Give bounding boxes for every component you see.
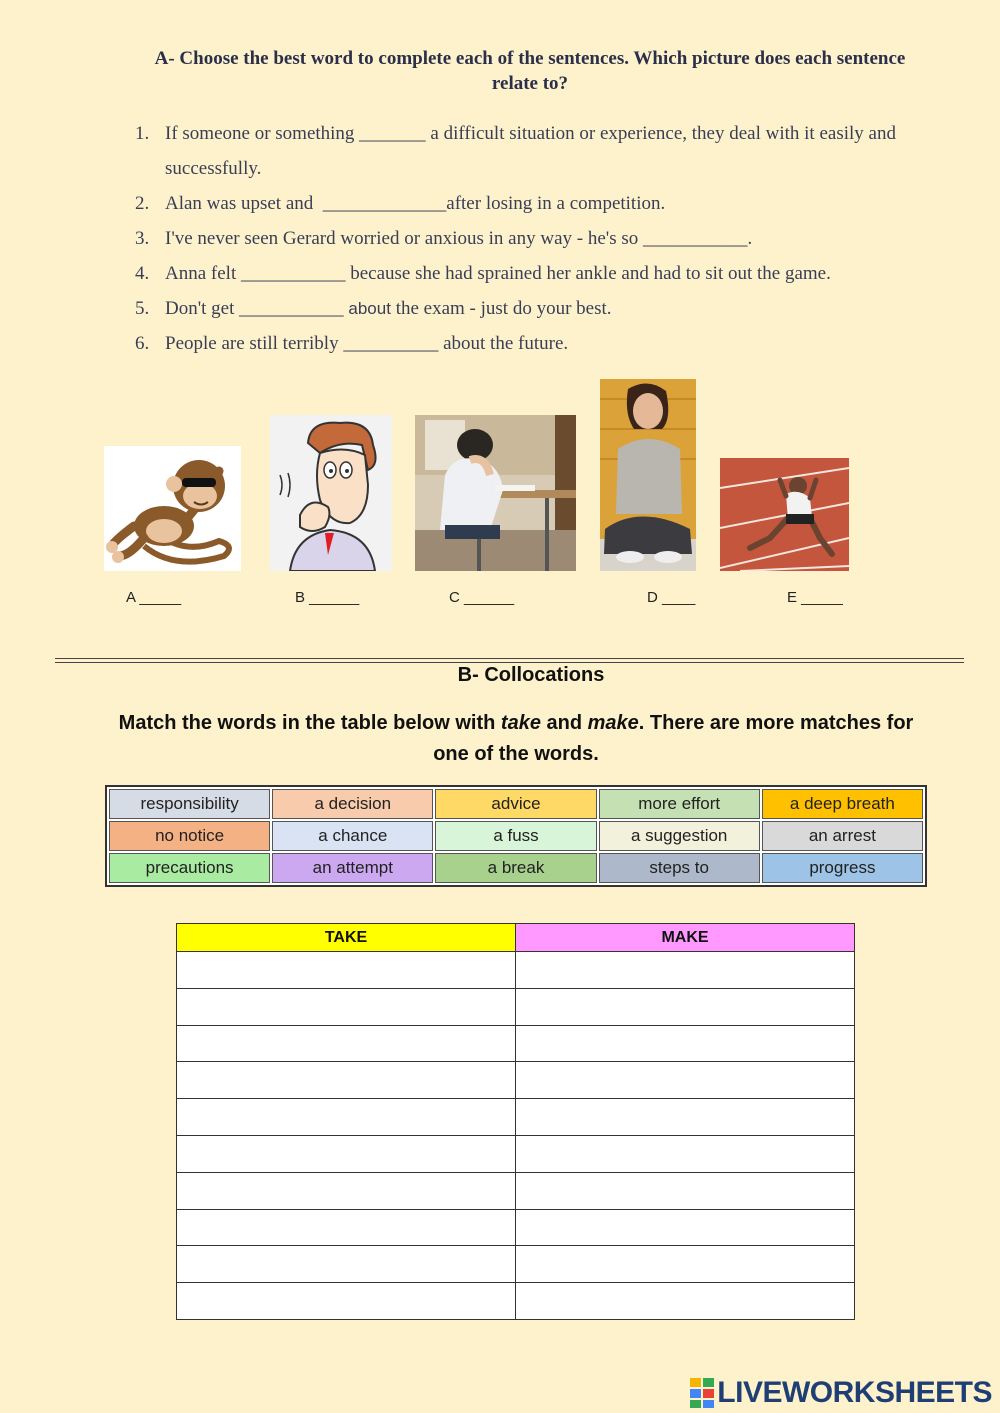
- table-row: [177, 952, 855, 989]
- picture-label-b: B ______: [295, 589, 360, 606]
- sentence-text-before: Don't get ___________: [165, 298, 349, 319]
- instruction-part3: . There are more matches for one of the words.: [433, 712, 914, 765]
- sentence-text: Anna felt ___________ because she had sprained her ankle and had to sit out the game.: [165, 263, 831, 284]
- sentence-text-sans: about: [348, 299, 391, 318]
- word-cell: more effort: [599, 789, 760, 819]
- section-a-title: A- Choose the best word to complete each of the sentences. Which picture does each sentence relate to?: [154, 48, 906, 94]
- table-row: [177, 1025, 855, 1062]
- sentence-5: [132, 291, 912, 326]
- make-answer-cell[interactable]: [516, 1209, 855, 1246]
- table-row: [177, 1246, 855, 1283]
- make-answer-cell[interactable]: [516, 1246, 855, 1283]
- sentence-number: 6.: [135, 333, 150, 354]
- table-row: [177, 1172, 855, 1209]
- word-cell: a fuss: [435, 821, 596, 851]
- sentence-text: If someone or something _______ a difficult situation or experience, they deal with it easily and successfully.: [165, 123, 896, 179]
- take-answer-cell[interactable]: [177, 1172, 516, 1209]
- instruction-make: make: [587, 712, 639, 734]
- word-cell: precautions: [109, 853, 270, 883]
- instruction-take: take: [500, 712, 541, 734]
- table-row: [177, 1209, 855, 1246]
- make-answer-cell[interactable]: [516, 1135, 855, 1172]
- sentence-number: 1.: [135, 123, 150, 144]
- sentence-number: 5.: [135, 298, 150, 319]
- table-row: [177, 1283, 855, 1320]
- make-answer-cell[interactable]: [516, 988, 855, 1025]
- section-b-instruction: [105, 708, 927, 770]
- section-b-title: B- Collocations: [457, 664, 605, 686]
- word-cell: a break: [435, 853, 596, 883]
- make-answer-cell[interactable]: [516, 1025, 855, 1062]
- instruction-part1: Match the words in the table below with: [118, 712, 501, 734]
- sentence-text: Alan was upset and _____________after losing in a competition.: [165, 193, 666, 214]
- take-answer-cell[interactable]: [177, 1025, 516, 1062]
- word-cell: a decision: [272, 789, 433, 819]
- word-cell: progress: [762, 853, 923, 883]
- word-cell: a deep breath: [762, 789, 923, 819]
- take-answer-cell[interactable]: [177, 1246, 516, 1283]
- sentence-2: [132, 186, 912, 221]
- table-row: [177, 988, 855, 1025]
- take-answer-cell[interactable]: [177, 1062, 516, 1099]
- picture-b-worried-man: [270, 415, 392, 571]
- sentence-text: I've never seen Gerard worried or anxious in any way - he's so ___________.: [165, 228, 753, 249]
- liveworksheets-logo-icon: [690, 1378, 714, 1408]
- sentence-4: [132, 256, 912, 291]
- instruction-part2: and: [540, 712, 588, 734]
- sentence-6: [132, 326, 912, 361]
- take-answer-cell[interactable]: [177, 1099, 516, 1136]
- table-row: [177, 1062, 855, 1099]
- word-cell: a chance: [272, 821, 433, 851]
- take-answer-cell[interactable]: [177, 988, 516, 1025]
- word-cell: responsibility: [109, 789, 270, 819]
- picture-c-stressed-student: [415, 415, 576, 571]
- word-cell: advice: [435, 789, 596, 819]
- take-answer-cell[interactable]: [177, 1209, 516, 1246]
- make-answer-cell[interactable]: [516, 1062, 855, 1099]
- word-cell: an arrest: [762, 821, 923, 851]
- table-row: [177, 1135, 855, 1172]
- sentence-3: [132, 221, 912, 256]
- answer-table: [176, 923, 855, 1320]
- sentence-list: [132, 116, 912, 361]
- make-answer-cell[interactable]: [516, 1283, 855, 1320]
- picture-a-monkey: [104, 446, 241, 571]
- divider-top: [55, 658, 964, 659]
- picture-e-sad-athlete: [720, 458, 849, 571]
- picture-label-e: E _____: [787, 589, 843, 606]
- divider-bottom: [55, 662, 964, 663]
- sentence-number: 4.: [135, 263, 150, 284]
- make-column-header: MAKE: [516, 924, 855, 952]
- make-answer-cell[interactable]: [516, 1172, 855, 1209]
- sentence-text-after: the exam - just do your best.: [390, 298, 612, 319]
- sentence-1: [132, 116, 912, 186]
- picture-label-d: D ____: [647, 589, 696, 606]
- picture-label-a: A _____: [126, 589, 182, 606]
- take-answer-cell[interactable]: [177, 952, 516, 989]
- sentence-text: People are still terribly __________ about the future.: [165, 333, 569, 354]
- word-cell: an attempt: [272, 853, 433, 883]
- make-answer-cell[interactable]: [516, 1099, 855, 1136]
- liveworksheets-logo: [690, 1376, 992, 1410]
- word-bank: [105, 785, 927, 887]
- word-cell: no notice: [109, 821, 270, 851]
- word-cell: steps to: [599, 853, 760, 883]
- liveworksheets-logo-text: LIVEWORKSHEETS: [717, 1376, 992, 1409]
- picture-d-calm-woman: [600, 379, 696, 571]
- table-row: [177, 1099, 855, 1136]
- make-answer-cell[interactable]: [516, 952, 855, 989]
- take-answer-cell[interactable]: [177, 1283, 516, 1320]
- word-cell: a suggestion: [599, 821, 760, 851]
- sentence-number: 3.: [135, 228, 150, 249]
- take-answer-cell[interactable]: [177, 1135, 516, 1172]
- sentence-number: 2.: [135, 193, 150, 214]
- take-column-header: TAKE: [177, 924, 516, 952]
- picture-label-c: C ______: [449, 589, 515, 606]
